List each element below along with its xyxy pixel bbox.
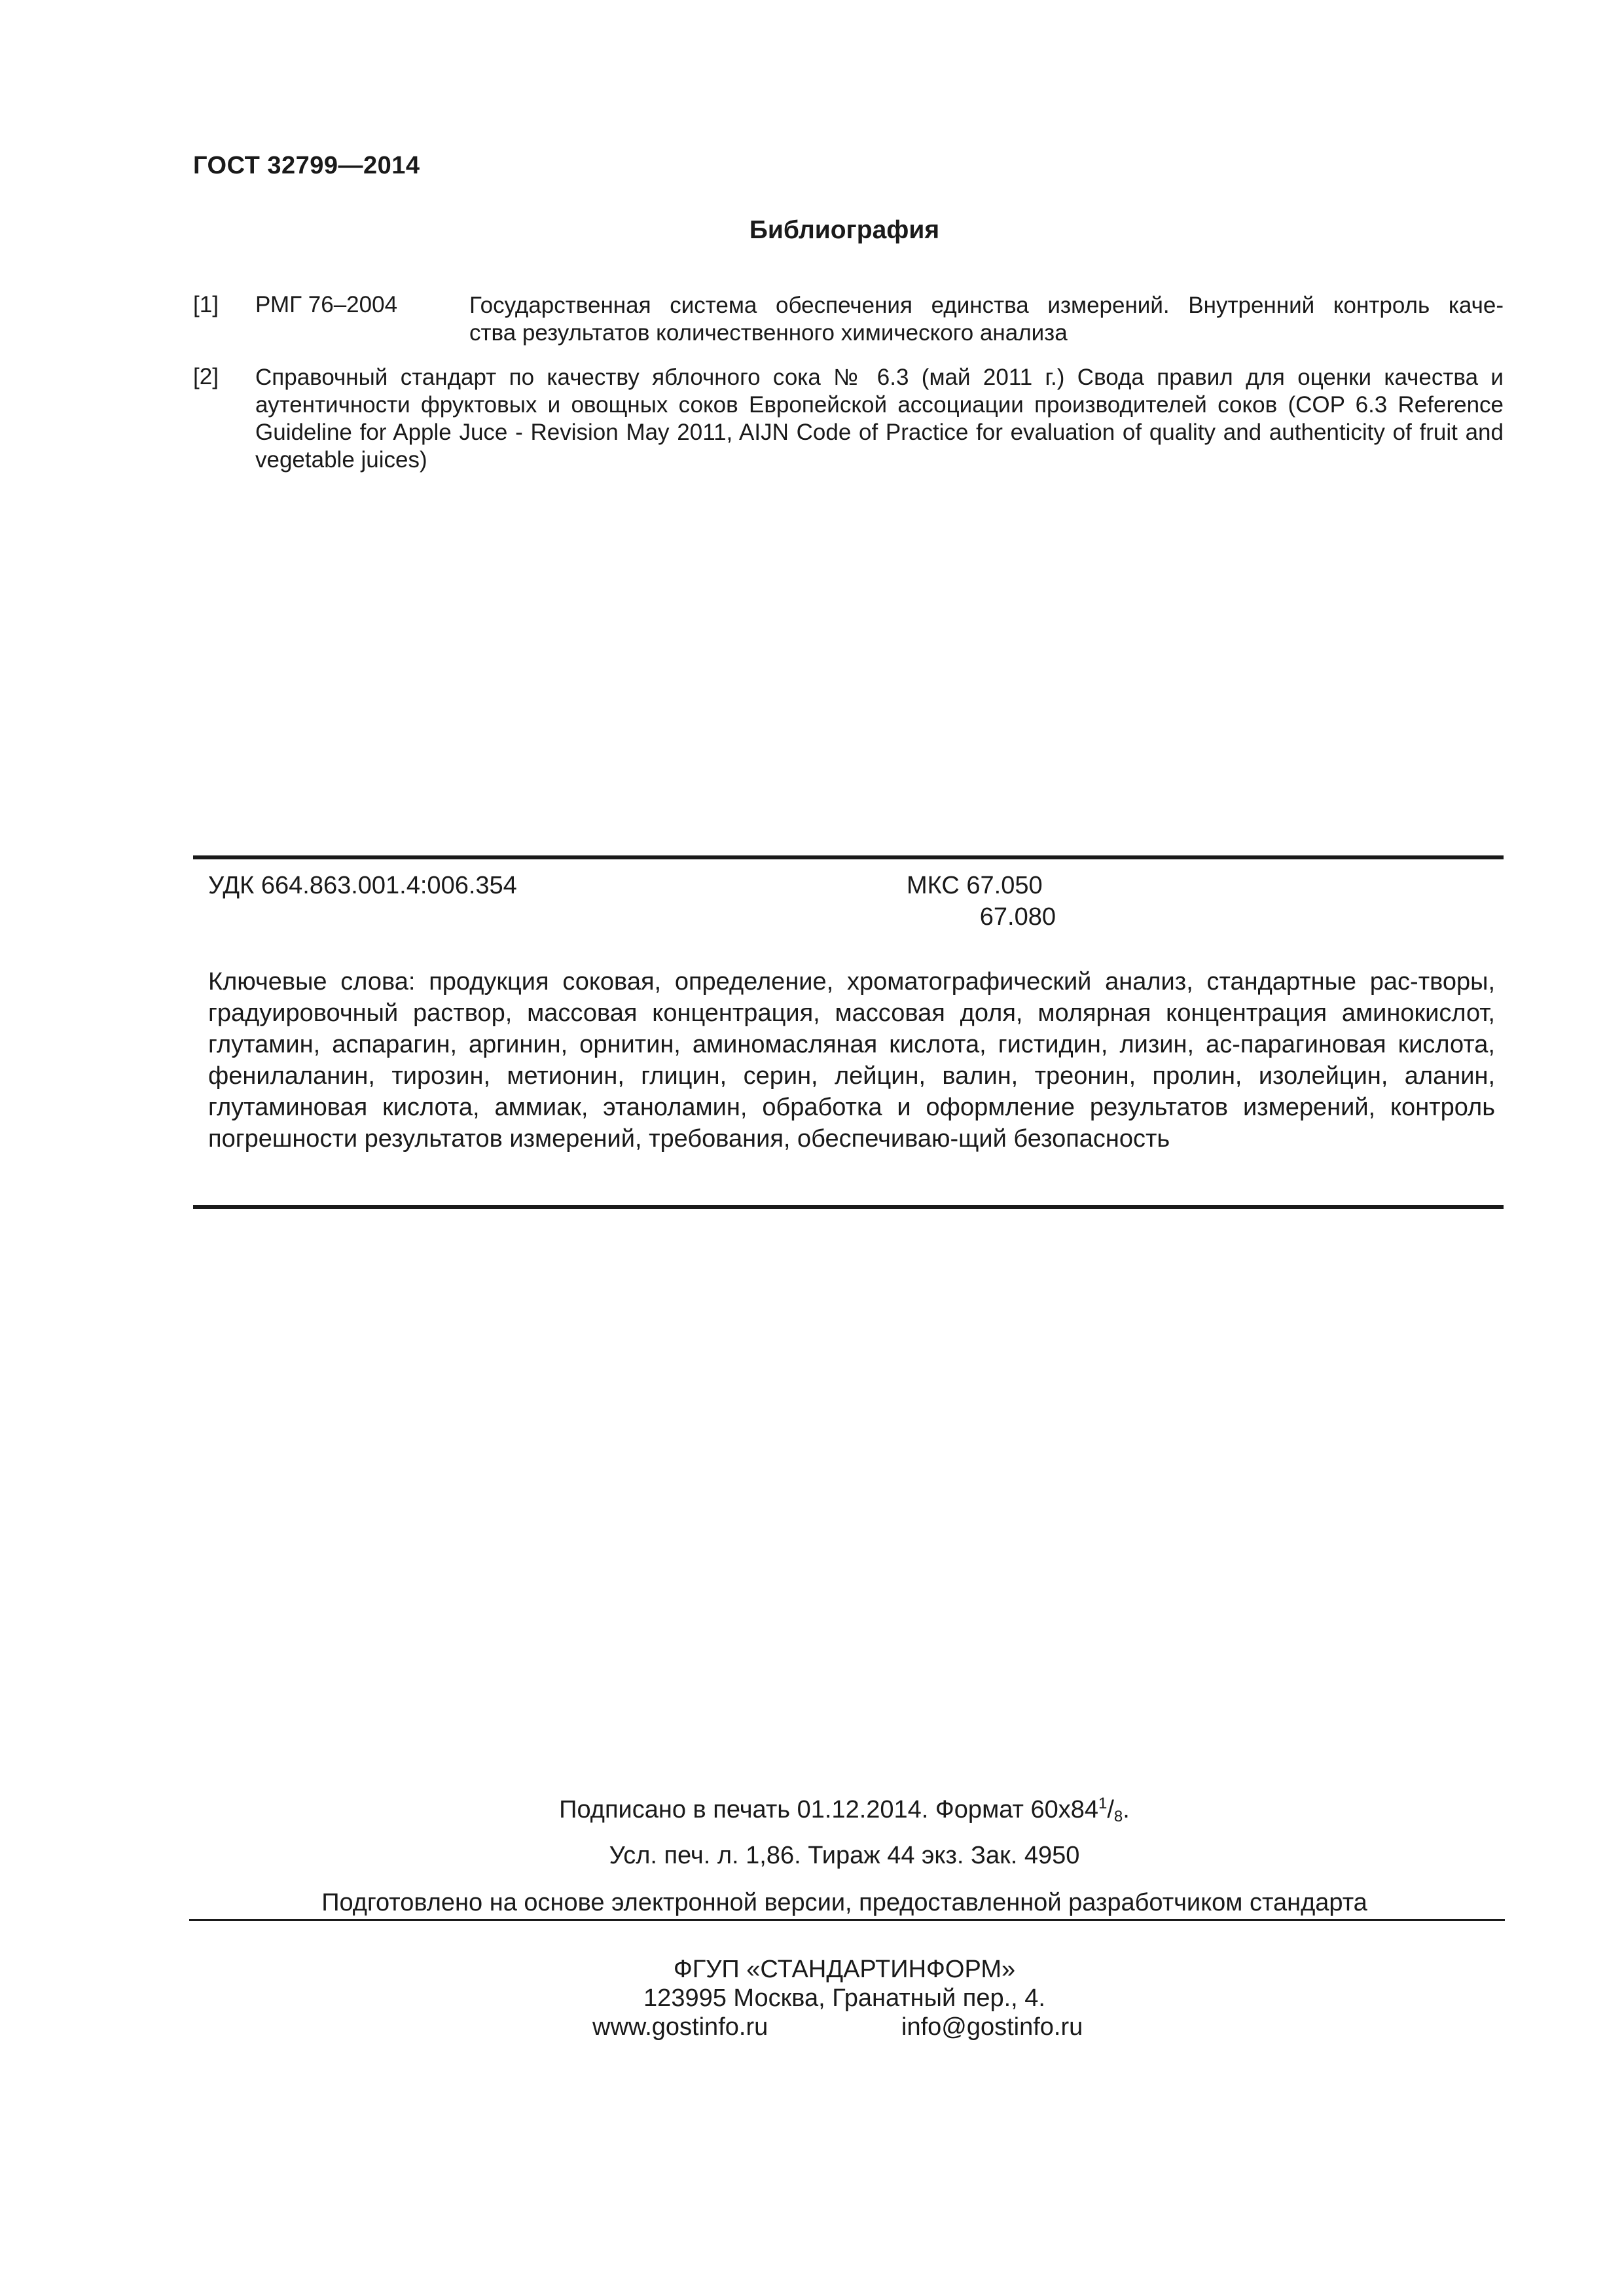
format-subscript: 8 xyxy=(1113,1808,1123,1825)
bibliography-entry-1-number: [1] xyxy=(193,292,219,317)
publisher-name: ФГУП «СТАНДАРТИНФОРМ» xyxy=(673,1956,1016,1983)
bibliography-entry-1-line1: Государственная система обеспечения единства измерений. Внутренний контроль каче- xyxy=(469,293,1504,318)
format-period: . xyxy=(1123,1796,1130,1823)
publisher-address: 123995 Москва, Гранатный пер., 4. xyxy=(643,1984,1045,2012)
standard-code: ГОСТ 32799—2014 xyxy=(193,152,420,179)
mks-code-1: МКС 67.050 xyxy=(907,872,1043,899)
signed-text: Подписано в печать 01.12.2014. Формат 60x84 xyxy=(559,1796,1098,1823)
print-details: Усл. печ. л. 1,86. Тираж 44 экз. Зак. 4950 xyxy=(609,1842,1080,1869)
signed-for-print xyxy=(0,1795,1624,1826)
bibliography-title: Библиография xyxy=(749,216,940,244)
prepared-note: Подготовлено на основе электронной версии, предоставленной разработчиком стандарта xyxy=(321,1889,1367,1916)
bibliography-entry-1-line2: ства результатов количественного химического анализа xyxy=(469,320,1068,346)
keywords-paragraph: Ключевые слова: продукция соковая, определение, хроматографический анализ, стандартные рас-творы, градуировочный раствор, массовая концентрация, массовая доля, молярная концентрация аминокислот, глутамин, аспарагин, аргинин, орнитин, аминомасляная кислота, гистидин, лизин, ас-парагиновая кислота, фенилаланин, тирозин, метионин, глицин, серин, лейцин, валин, треонин, пролин, изолейцин, аланин, глутаминовая кислота, аммиак, этаноламин, обработка и оформление результатов измерений, контроль погрешности результатов измерений, требования, обеспечиваю-щий безопасность xyxy=(208,968,1495,1153)
bibliography-entry-2-text: Справочный стандарт по качеству яблочного сока № 6.3 (май 2011 г.) Свода правил для оценки качества и аутентичности фруктовых и овощных соков Европейской ассоциации производителей соков (COP 6.3 Reference Guideline for Apple Juce - Revision May 2011, AIJN Code of Practice for evaluation of quality and authenticity of fruit and vegetable juices) xyxy=(255,365,1504,473)
bibliography-entry-2-number: [2] xyxy=(193,364,219,389)
bottom-rule xyxy=(193,1205,1504,1209)
bibliography-entry-1-code: РМГ 76–2004 xyxy=(255,292,398,317)
top-rule xyxy=(193,855,1504,859)
publisher-website-link[interactable]: www.gostinfo.ru xyxy=(592,2013,768,2041)
imprint-rule xyxy=(189,1919,1505,1921)
mks-code-2: 67.080 xyxy=(979,903,1056,931)
publisher-email-link[interactable]: info@gostinfo.ru xyxy=(901,2013,1083,2041)
format-slash: / xyxy=(1107,1796,1114,1823)
udk-code: УДК 664.863.001.4:006.354 xyxy=(208,872,517,899)
format-superscript: 1 xyxy=(1098,1795,1108,1812)
